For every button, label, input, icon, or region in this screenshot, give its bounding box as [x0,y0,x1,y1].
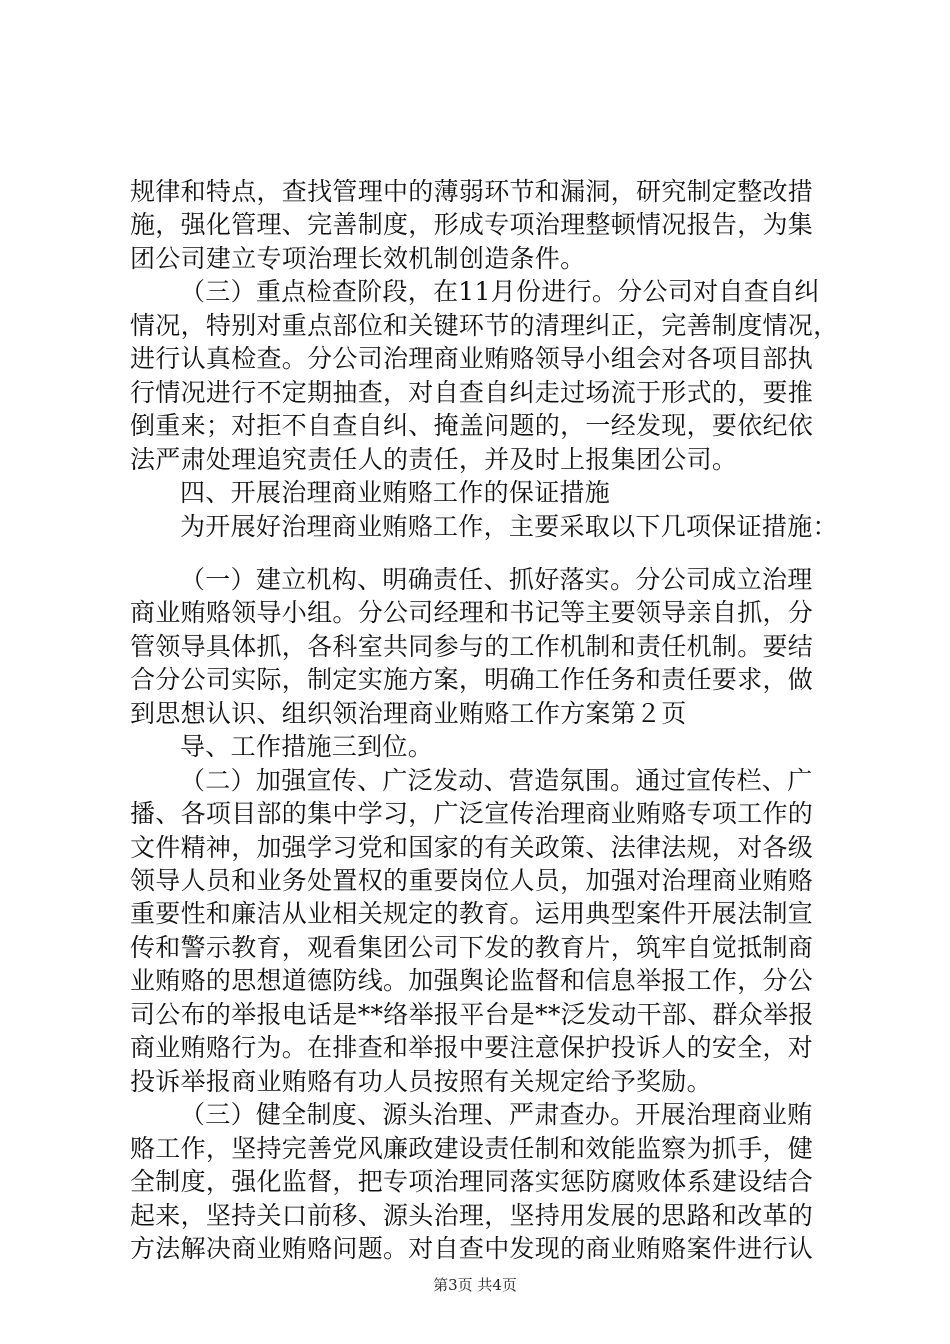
body-text-line: 领导人员和业务处置权的重要岗位人员，加强对治理商业贿赂 [130,866,814,895]
page-footer: 第3页 共4页 [433,1276,517,1294]
body-text-line: 方法解决商业贿赂问题。对自查中发现的商业贿赂案件进行认 [130,1234,814,1263]
body-text-line: 赂工作，坚持完善党风廉政建设责任制和效能监察为抓手，健 [130,1134,814,1163]
body-text-line: 进行认真检查。分公司治理商业贿赂领导小组会对各项目部执 [130,344,814,373]
body-text-line: 文件精神，加强学习党和国家的有关政策、法律法规，对各级 [130,833,814,862]
body-text-line: 播、各项目部的集中学习，广泛宣传治理商业贿赂专项工作的 [130,799,814,828]
body-text-line: 情况，特别对重点部位和关键环节的清理纠正，完善制度情况， [130,311,839,340]
body-text-line: 管领导具体抓，各科室共同参与的工作机制和责任机制。要结 [130,632,814,661]
body-text-line: 重要性和廉洁从业相关规定的教育。运用典型案件开展法制宣 [130,899,814,928]
body-text-line: 投诉举报商业贿赂有功人员按照有关规定给予奖励。 [130,1067,712,1096]
body-text-line: 合分公司实际，制定实施方案，明确工作任务和责任要求，做 [130,665,814,694]
body-text-line: 商业贿赂领导小组。分公司经理和书记等主要领导亲自抓，分 [130,598,814,627]
body-text-line: 全制度，强化监督，把专项治理同落实惩防腐败体系建设结合 [130,1167,814,1196]
body-text-line: 业贿赂的思想道德防线。加强舆论监督和信息举报工作，分公 [130,966,814,995]
body-text-line: 传和警示教育，观看集团公司下发的教育片，筑牢自觉抵制商 [130,933,814,962]
body-text-line: 到思想认识、组织领治理商业贿赂工作方案第２页 [130,699,687,728]
body-text-line: 起来，坚持关口前移、源头治理，坚持用发展的思路和改革的 [130,1201,814,1230]
body-text-line: （三）健全制度、源头治理、严肃查办。开展治理商业贿 [180,1100,813,1129]
body-text-line: 团公司建立专项治理长效机制创造条件。 [130,244,586,273]
body-text-line: 法严肃处理追究责任人的责任，并及时上报集团公司。 [130,445,738,474]
body-text-line: 倒重来；对拒不自查自纠、掩盖问题的，一经发现，要依纪依 [130,411,814,440]
body-text-line: 行情况进行不定期抽查，对自查自纠走过场流于形式的，要推 [130,378,814,407]
body-text-line: 商业贿赂行为。在排查和举报中要注意保护投诉人的安全，对 [130,1033,814,1062]
section-heading: 四、开展治理商业贿赂工作的保证措施 [180,478,611,507]
body-text-line: （三）重点检查阶段，在11月份进行。分公司对自查自纠 [180,277,820,306]
body-text-line: 导、工作措施三到位。 [180,732,434,761]
body-text-line: 为开展好治理商业贿赂工作，主要采取以下几项保证措施： [180,512,838,541]
body-text-line: 司公布的举报电话是**络举报平台是**泛发动干部、群众举报 [130,1000,814,1029]
body-text-line: （一）建立机构、明确责任、抓好落实。分公司成立治理 [180,565,813,594]
body-text-line: 规律和特点，查找管理中的薄弱环节和漏洞，研究制定整改措 [130,177,814,206]
body-text-line: 施，强化管理、完善制度，形成专项治理整顿情况报告，为集 [130,210,814,239]
body-text-line: （二）加强宣传、广泛发动、营造氛围。通过宣传栏、广 [180,766,813,795]
